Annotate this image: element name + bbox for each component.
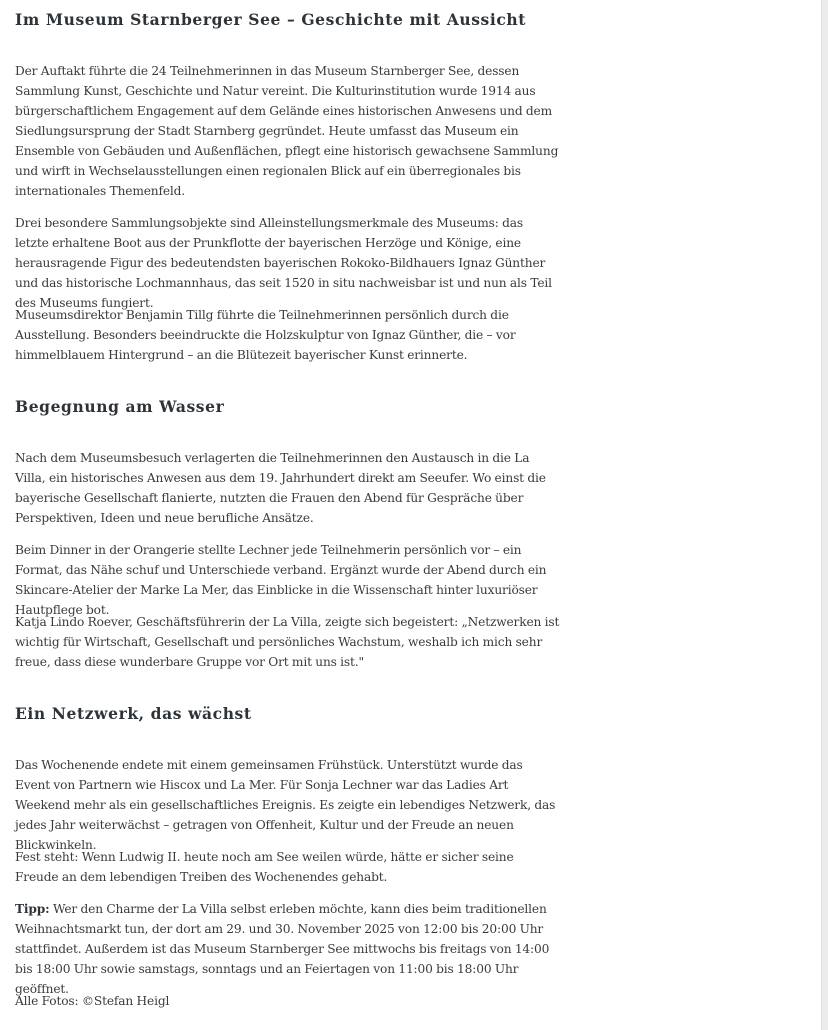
paragraph: Katja Lindo Roever, Geschäftsführerin der La Villa, zeigte sich begeistert: „Netzwerken ist wichtig für Wirtschaft, Gesellschaft und persönliches Wachstum, weshalb ich mich sehr freue, dass diese wunderbare Gruppe vor Ort mit uns ist." — [15, 615, 560, 669]
section-heading-museum: Im Museum Starnberger See – Geschichte mit Aussicht — [15, 10, 527, 29]
tip-text: Wer den Charme der La Villa selbst erleben möchte, kann dies beim traditionellen Weihnachtsmarkt tun, der dort am 29. und 30. November 2025 von 12:00 bis 20:00 Uhr stattfindet. Außerdem ist das Museum Starnberger See mittwochs bis freitags von 14:00 bis 18:00 Uhr sowie samstags, sonntags und an Feiertagen von 11:00 bis 18:00 Uhr geöffnet. — [15, 902, 550, 996]
scrollbar[interactable] — [821, 0, 828, 1030]
section-heading-begegnung: Begegnung am Wasser — [15, 397, 225, 416]
tip-paragraph — [15, 899, 560, 999]
paragraph: Beim Dinner in der Orangerie stellte Lechner jede Teilnehmerin persönlich vor – ein Format, das Nähe schuf und Unterschiede verband. Ergänzt wurde der Abend durch ein Skincare-Atelier der Marke La Mer, das Einblicke in die Wissenschaft hinter luxuriöser Hautpflege bot. — [15, 543, 547, 617]
tip-label: Tipp: — [15, 902, 50, 916]
paragraph: Museumsdirektor Benjamin Tillg führte die Teilnehmerinnen persönlich durch die Ausstellung. Besonders beeindruckte die Holzskulptur von Ignaz Günther, die – vor himmelblauem Hintergrund – an die Blütezeit bayerischer Kunst erinnerte. — [15, 308, 516, 362]
photo-credits: Alle Fotos: ©Stefan Heigl — [15, 994, 170, 1008]
paragraph: Drei besondere Sammlungsobjekte sind Alleinstellungsmerkmale des Museums: das letzte erhaltene Boot aus der Prunkflotte der bayerischen Herzöge und Könige, eine herausragende Figur des bedeutendsten bayerischen Rokoko-Bildhauers Ignaz Günther und das historische Lochmannhaus, das seit 1520 in situ nachweisbar ist und nun als Teil des Museums fungiert. — [15, 216, 552, 310]
paragraph: Das Wochenende endete mit einem gemeinsamen Frühstück. Unterstützt wurde das Event von Partnern wie Hiscox und La Mer. Für Sonja Lechner war das Ladies Art Weekend mehr als ein gesellschaftliches Ereignis. Es zeigte ein lebendiges Netzwerk, das jedes Jahr weiterwächst – getragen von Offenheit, Kultur und der Freude an neuen Blickwinkeln. — [15, 758, 556, 852]
section-heading-netzwerk: Ein Netzwerk, das wächst — [15, 704, 252, 723]
paragraph: Fest steht: Wenn Ludwig II. heute noch am See weilen würde, hätte er sicher seine Freude an dem lebendigen Treiben des Wochenendes gehabt. — [15, 850, 514, 884]
paragraph: Nach dem Museumsbesuch verlagerten die Teilnehmerinnen den Austausch in die La Villa, ein historisches Anwesen aus dem 19. Jahrhundert direkt am Seeufer. Wo einst die bayerische Gesellschaft flanierte, nutzten die Frauen den Abend für Gespräche über Perspektiven, Ideen und neue berufliche Ansätze. — [15, 451, 546, 525]
paragraph: Der Auftakt führte die 24 Teilnehmerinnen in das Museum Starnberger See, dessen Sammlung Kunst, Geschichte und Natur vereint. Die Kulturinstitution wurde 1914 aus bürgerschaftlichem Engagement auf dem Gelände eines historischen Anwesens und dem Siedlungsursprung der Stadt Starnberg gegründet. Heute umfasst das Museum ein Ensemble von Gebäuden und Außenflächen, pflegt eine historisch gewachsene Sammlung und wirft in Wechselausstellungen einen regionalen Blick auf ein überregionales bis internationales Themenfeld. — [15, 64, 559, 198]
